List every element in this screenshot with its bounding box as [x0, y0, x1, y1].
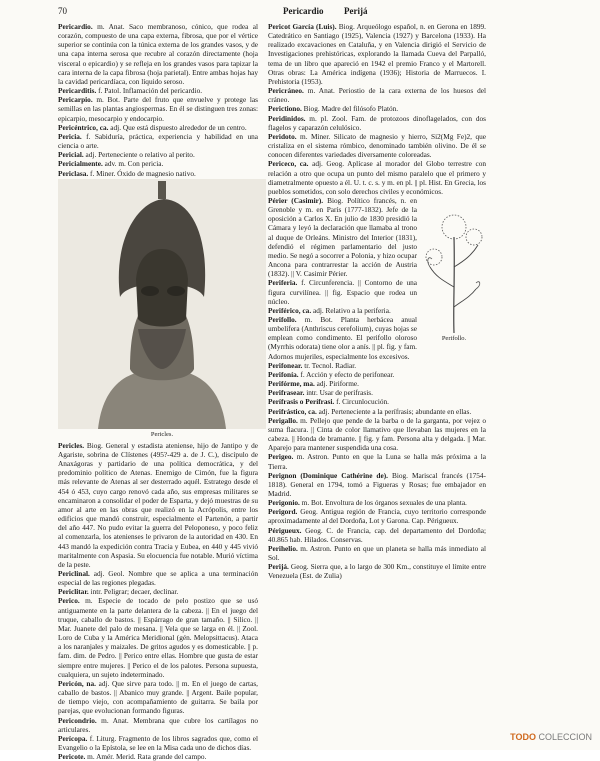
dictionary-entry [268, 370, 486, 379]
entry-definition: m. Bot. Envoltura de los órganos sexuales de una planta. [299, 498, 467, 508]
dictionary-entry [268, 86, 486, 104]
entry-definition: f. Sabiduría, práctica, experiencia y habilidad en una ciencia o arte. [58, 131, 258, 151]
entry-definition: m. Anat. Membrana que cubre los cartílagos no articulares. [58, 715, 258, 734]
entry-definition: adj. Geog. Aplícase al morador del Globo terrestre con relación a otro que ocupa un punto del mismo paralelo que el primero y diametralmente opuesto a él. U. t. c. s. y m. en pl. || pl. Hist. En Grecia, los pueblos sometidos, con solo derechos civiles y económicos. [268, 159, 486, 196]
perifollo-figure [422, 197, 486, 347]
entry-headword: Pericial. [58, 150, 84, 160]
dictionary-entry [58, 159, 258, 168]
watermark-logo: TODO [510, 732, 536, 742]
dictionary-entry [268, 361, 486, 370]
left-column [58, 22, 258, 761]
entry-headword: Perigonio. [268, 498, 300, 508]
entry-headword: Perifrástico, ca. [268, 406, 317, 416]
entry-headword: Peridoto. [268, 131, 297, 141]
entry-headword: Perifonear. [268, 360, 303, 370]
entry-definition: f. Acción y efecto de perifonear. [298, 369, 395, 379]
entry-headword: Perignon (Dominique Cathérine de). [268, 470, 388, 480]
entry-definition: m. Astron. Punto en que un planeta se halla más inmediato al Sol. [268, 543, 486, 563]
entry-definition: Biog. Mariscal francés (1754-1818). General en 1794, tomó a Figueras y Rosas; fue embajador en Madrid. [268, 470, 486, 498]
entry-headword: Perifrasear. [268, 388, 305, 398]
entry-headword: Periférico, ca. [268, 305, 312, 315]
entry-headword: Pericón, na. [58, 678, 96, 688]
entry-definition: adj. Piriforme. [314, 379, 359, 389]
entry-headword: Perigallo. [268, 415, 298, 425]
entry-definition: adj. Que sirve para todo. || m. En el juego de cartas, caballo de bastos. || Abanico muy grande. || Argent. Baile popular, de tiempo viejo, con acompañamiento de guitarra. Se baila por parejas, que evolucionan formando figuras. [58, 678, 258, 716]
dictionary-entry [58, 169, 258, 178]
entry-definition: m. Bot. Parte del fruto que envuelve y protege las semillas en las plantas angiospermas. En él se distinguen tres zonas: epicarpio, mesocarpio y endocarpio. [58, 95, 258, 123]
dictionary-entry [268, 526, 486, 544]
dictionary-entry [58, 752, 258, 761]
entry-definition: Biog. General y estadista ateniense, hijo de Jantipo y de Agariste, sobrina de Clístenes (495?-429 a. de J. C.), discípulo de Anaxágoras y partidario de una política democrática, y del predominio político de Atenas. Enemigo de Cimón, fue la figura más relevante de Atenas al ser desterrado aquél. Estratego desde el 454 ó 453, cuyo cargo renovó cada año, sus empresas militares se encaminaron a consolidar el poder de Esparta, y dejó muestras de su amor al arte en las obras que realizó en la Acrópolis, entre los edificios que mandó construir, especialmente el Partenón, a partir del año 447. No pudo evitar la guerra del Peloponeso, y poco feliz al comenzarla, los atenienses le privaron de la autoridad en 430. En 443 mandó la expedición contra Tracia y Eubea, en 440 y 445 vivió maritalmente con Aspasia. Su elocuencia fue notable. Murió víctima de la peste. [58, 440, 258, 569]
entry-headword: Perícopa. [58, 733, 88, 743]
entry-headword: Perictiono. [268, 104, 302, 114]
dictionary-entry [268, 22, 486, 86]
dictionary-entry [58, 123, 258, 132]
dictionary-entry [58, 95, 258, 122]
entry-definition: Geog. C. de Francia, cap. del departamento del Dordoña; 40.865 hab. Hilados. Conservas. [268, 525, 486, 544]
entry-headword: Perigord. [268, 507, 298, 517]
dictionary-entry [58, 587, 258, 596]
entry-definition: intr. Peligrar; decaer, declinar. [88, 587, 179, 597]
dictionary-entry [268, 379, 486, 388]
entry-definition: Geog. Antigua región de Francia, cuyo territorio corresponde aproximadamente al del Dordoña, Lot y Garona. Cap. Périgueux. [268, 507, 486, 526]
dictionary-entry [268, 159, 486, 196]
entry-headword: Perifórme, ma. [268, 379, 315, 389]
entry-headword: Periclinal. [58, 569, 90, 578]
entry-definition: adj. Perteneciente a la perífrasis; abundante en ellas. [316, 406, 472, 416]
watermark [510, 732, 592, 742]
dictionary-entry [58, 22, 258, 86]
entry-headword: Periferia. [268, 278, 298, 288]
dictionary-entry [268, 498, 486, 507]
entry-headword: Pericialmente. [58, 159, 103, 169]
entry-definition: intr. Usar de perífrasis. [304, 388, 373, 398]
entry-headword: Pericéntrico, ca. [58, 122, 109, 132]
dictionary-entry [58, 86, 258, 95]
entry-headword: Périgueux. [268, 525, 302, 535]
entry-headword: Pericráneo. [268, 86, 304, 96]
dictionary-entry [58, 132, 258, 150]
entry-headword: Perifonía. [268, 369, 299, 379]
entry-headword: Perijá. [268, 562, 289, 572]
entry-definition: f. Miner. Óxido de magnesio nativo. [88, 168, 196, 178]
entry-headword: Pericondrio. [58, 715, 97, 725]
page-header [0, 6, 600, 20]
pericles-bust-image [58, 179, 266, 429]
dictionary-entry [268, 104, 486, 113]
entry-definition: adj. Perteneciente o relativo al perito. [83, 150, 195, 160]
entry-headword: Pericarditis. [58, 86, 97, 96]
dictionary-entry [268, 407, 486, 416]
entry-definition: tr. Tecnol. Radiar. [302, 360, 357, 370]
dictionary-entry [268, 114, 486, 132]
entry-definition: Geog. Sierra que, a lo largo de 300 Km., constituye el límite entre Venezuela (Est. de Zulia) [268, 562, 486, 581]
entry-definition: adj. Que está dispuesto alrededor de un centro. [108, 122, 247, 132]
dictionary-entry [268, 562, 486, 580]
dictionary-entry [268, 397, 486, 406]
entry-headword: Perihelio. [268, 543, 298, 553]
entry-headword: Pericarpio. [58, 95, 93, 105]
entry-headword: Pericote. [58, 752, 86, 761]
entry-definition: m. Anat. Periostio de la cara externa de los huesos del cráneo. [268, 86, 486, 105]
entry-headword: Pericles. [58, 440, 85, 450]
dictionary-entry [268, 544, 486, 562]
dictionary-entry [268, 388, 486, 397]
dictionary-entry [268, 452, 486, 470]
entry-definition: f. Patol. Inflamación del pericardio. [96, 86, 203, 96]
dictionary-entry [58, 716, 258, 734]
entry-definition: f. Liturg. Fragmento de los libros sagrados que, como el Evangelio o la Epístola, se lee en la Misa cada uno de dichos días. [58, 733, 258, 752]
perifollo-plant-image [422, 197, 486, 333]
entry-headword: Peridinidos. [268, 113, 306, 123]
dictionary-entry [58, 679, 258, 716]
page-number: 70 [58, 6, 67, 16]
dictionary-entry [268, 507, 486, 525]
entry-headword: Periceco, ca. [268, 159, 309, 169]
entry-headword: Périer (Casimir). [268, 195, 324, 205]
dictionary-entry [58, 569, 258, 587]
entry-headword: Pericot García (Luis). [268, 22, 337, 31]
entry-definition: adv. m. Con pericia. [102, 159, 164, 169]
guide-word-last: Perijá [344, 6, 368, 16]
entry-headword: Perifollo. [268, 315, 297, 324]
dictionary-entry [58, 734, 258, 752]
entry-definition: m. Amér. Merid. Rata grande del campo. [85, 752, 207, 761]
pericles-figure [58, 179, 266, 439]
dictionary-entry [58, 150, 258, 159]
entry-definition: m. Astron. Punto en que la Luna se halla más próxima a la Tierra. [268, 452, 486, 471]
entry-definition: adj. Relativo a la periferia. [311, 305, 391, 315]
flower-caption: Perifollo. [441, 334, 467, 342]
entry-definition: Biog. Político francés, n. en Grenoble y m. en París (1777-1832). Jefe de la oposición a Carlos X. En julio de 1830 presidió la Cámara y leyó la declaración que llamaba al trono al duque de Orleáns. Ministro del Interior (1831), defendió el régimen parlamentario del justo medio. Se negó a socorrer a Polonia, y hizo ocupar Ancona para contrarrestar la acción de Austria (1832). || V. Casimir Périer. [268, 195, 417, 279]
entry-headword: Periclasa. [58, 168, 89, 178]
entry-definition: f. Circunlocución. [334, 397, 389, 407]
bust-caption: Pericles. [150, 430, 174, 438]
entry-definition: m. Bot. Planta herbácea anual umbelífera (Anthriscus cerefolium), cuyas hojas se emplean como condimento. El perifollo oloroso (Myrrhis odorata) tiene olor a anís. || pl. fig. y fam. Adornos mujeriles, especialmente los excesivos. [268, 315, 417, 361]
entry-definition: f. Circunferencia. || Contorno de una figura curvilínea. || fig. Espacio que rodea un núcleo. [268, 278, 417, 306]
entry-definition: m. Miner. Silicato de magnesio y hierro, Si2(Mg Fe)2, que cristaliza en el sistema rómbico, denominado también olivino. De él se conocen diferentes variedades diversamente coloreadas. [268, 131, 486, 160]
entry-definition: m. Anat. Saco membranoso, cónico, que rodea al corazón, compuesto de una capa externa, fibrosa, que por el vértice superior se continúa con la túnica externa de los grandes vasos, y de una capa interna serosa que recubre al corazón directamente (hoja visceral o epicardio) y se refleja en los grandes vasos para tapizar la cara interna de la capa fibrosa (hoja parietal). Entre ambas hojas hay la cavidad pericardíaca, con líquido seroso. [58, 22, 258, 86]
entry-definition: Biog. Madre del filósofo Platón. [301, 104, 399, 114]
right-column [268, 22, 486, 712]
dictionary-entry [58, 596, 258, 678]
dictionary-entry [268, 416, 486, 453]
entry-definition: Biog. Arqueólogo español, n. en Gerona en 1899. Catedrático en Santiago (1925), Valencia (1927) y Barcelona (1933). Ha realizado excavaciones en Cataluña, y en Valencia dirigió el Servicio de Investigaciones prehistóricas, explorando la llamada Cueva del Parpalló, tema de un libro que apareció en 1942 el premio Franco y el Martorell. Otras obras: La América indígena (1936); Historia de Marruecos. I. Prehistoria (1953). [268, 22, 486, 86]
entry-headword: Perífrasis o Perífrasi. [268, 397, 335, 407]
entry-definition: m. Especie de tocado de pelo postizo que se usó antiguamente en la parte delantera de la cabeza. || En el juego del truque, caballo de bastos. || Espárrago de gran tamaño. || Silico. || Mar. Juanete del palo de mesana. || Vela que se larga en él. || Zool. Loro de Cuba y la América Meridional (gén. Melopsittacus). Ataca a los naranjales y maizales. De gritos agudos y es domesticable. || p. fam. dim. de Pedro. || Perico entre ellas. Hombre que gusta de estar siempre entre mujeres. || Perico el de los palotes. Persona supuesta, cualquiera, un sujeto indeterminado. [58, 596, 258, 679]
entry-headword: Perico. [58, 596, 80, 606]
dictionary-entry [268, 132, 486, 159]
entry-headword: Pericardio. [58, 22, 93, 31]
entry-definition: m. pl. Zool. Fam. de protozoos dinoflagelados, con dos flagelos y caparazón celulósico. [268, 113, 486, 132]
entry-headword: Pericia. [58, 131, 82, 141]
watermark-site: COLECCION [538, 732, 592, 742]
guide-word-first: Pericardio [283, 6, 324, 16]
dictionary-entry [268, 471, 486, 498]
entry-headword: Perigeo. [268, 452, 294, 462]
entry-definition: adj. Geol. Nombre que se aplica a una terminación especial de las regiones plegadas. [58, 569, 258, 588]
entry-definition: m. Pellejo que pende de la barba o de la garganta, por vejez o suma flacura. || Cinta de color llamativo que llevaban las mujeres en la cabeza. || Honda de bramante. || fig. y fam. Persona alta y delgada. || Mar. Aparejo para mantener suspendida una cosa. [268, 415, 486, 453]
entry-headword: Periclitar. [58, 587, 89, 597]
